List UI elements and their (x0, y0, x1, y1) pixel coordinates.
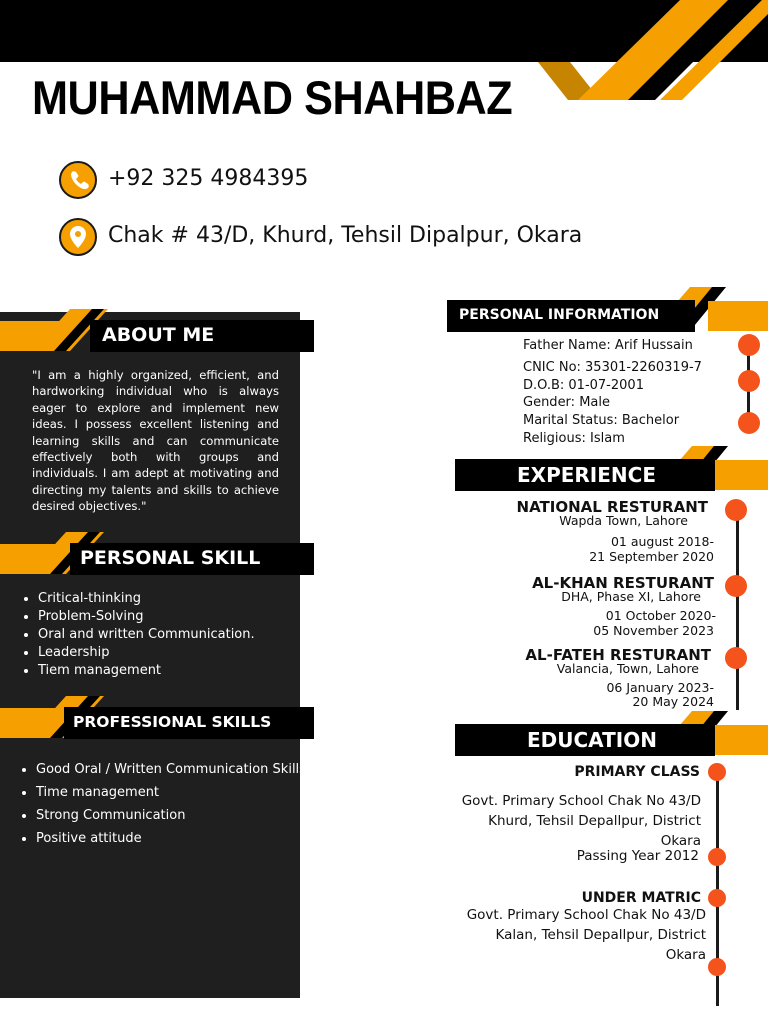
timeline-dot (708, 848, 726, 866)
timeline-dot (708, 889, 726, 907)
timeline-dot (725, 647, 747, 669)
personal-info-heading (447, 300, 695, 332)
experience-place: Wapda Town, Lahore (559, 513, 688, 528)
about-text: "I am a highly organized, efficient, and hardworking individual who is always eager to explore and implement new ideas. I possess excellent listening and learning skills and can communicate effectively both with groups and individuals. I am adept at motivating and directing my talents and skills to achieve desired objectives." (32, 368, 279, 514)
education-passing-year: Passing Year 2012 (576, 848, 699, 864)
list-item: • Time management (36, 781, 312, 804)
experience-place: Valancia, Town, Lahore (556, 661, 699, 676)
timeline-dot (725, 499, 747, 521)
timeline-dot (738, 334, 760, 356)
info-marital-status: Marital Status: Bachelor (523, 413, 680, 428)
experience-date-start: 01 august 2018- (610, 534, 714, 549)
experience-date-end: 20 May 2024 (632, 694, 714, 709)
personal-skill-heading (70, 543, 314, 575)
education-school-line: Okara (665, 947, 706, 963)
professional-skills-heading (64, 707, 314, 739)
experience-timeline-line (736, 512, 739, 710)
education-school-line: Kalan, Tehsil Depallpur, District (495, 927, 706, 943)
experience-date-end: 05 November 2023 (593, 623, 714, 638)
education-school-line: Okara (660, 833, 701, 849)
list-item: • Good Oral / Written Communication Skills (36, 758, 312, 781)
list-item: • Problem-Solving (38, 608, 308, 626)
info-father-name: Father Name: Arif Hussain (523, 338, 693, 353)
timeline-dot (708, 763, 726, 781)
top-decoration (530, 0, 768, 102)
phone-number[interactable]: +92 325 4984395 (108, 166, 309, 191)
timeline-dot (738, 370, 760, 392)
education-heading-text: EDUCATION (527, 728, 657, 752)
phone-icon (59, 161, 97, 199)
person-name: MUHAMMAD SHAHBAZ (32, 71, 513, 124)
experience-title: AL-FATEH RESTURANT (525, 646, 711, 664)
about-heading (90, 320, 314, 352)
education-heading (455, 724, 715, 756)
list-item: • Strong Communication (36, 804, 312, 827)
experience-heading-text: EXPERIENCE (517, 463, 656, 487)
experience-place: DHA, Phase XI, Lahore (561, 589, 701, 604)
professional-skills-list (16, 758, 312, 850)
info-dob: D.O.B: 01-07-2001 (523, 378, 644, 393)
experience-title: AL-KHAN RESTURANT (532, 574, 714, 592)
experience-date-start: 06 January 2023- (606, 680, 714, 695)
timeline-dot (708, 958, 726, 976)
experience-date-end: 21 September 2020 (589, 549, 714, 564)
list-item: • Positive attitude (36, 827, 312, 850)
list-item: • Tiem management (38, 662, 308, 680)
personal-skill-heading-text: PERSONAL SKILL (80, 547, 261, 569)
experience-title: NATIONAL RESTURANT (516, 498, 708, 516)
info-religion: Religious: Islam (523, 431, 625, 446)
address: Chak # 43/D, Khurd, Tehsil Dipalpur, Okara (108, 223, 583, 248)
timeline-dot (725, 575, 747, 597)
personal-skill-list (18, 590, 308, 680)
list-item: • Leadership (38, 644, 308, 662)
education-school-line: Khurd, Tehsil Depallpur, District (488, 813, 701, 829)
education-title: UNDER MATRIC (581, 890, 701, 906)
education-school-line: Govt. Primary School Chak No 43/D (466, 907, 706, 923)
professional-skills-heading-text: PROFESSIONAL SKILLS (73, 713, 272, 731)
experience-heading (455, 459, 715, 491)
info-cnic: CNIC No: 35301-2260319-7 (523, 360, 702, 375)
location-pin-icon (59, 218, 97, 256)
timeline-dot (738, 412, 760, 434)
personal-info-heading-text: PERSONAL INFORMATION (459, 307, 660, 323)
education-school-line: Govt. Primary School Chak No 43/D (461, 793, 701, 809)
list-item: • Oral and written Communication. (38, 626, 308, 644)
list-item: • Critical-thinking (38, 590, 308, 608)
experience-date-start: 01 October 2020- (605, 608, 716, 623)
info-gender: Gender: Male (523, 395, 610, 410)
about-heading-text: ABOUT ME (102, 324, 215, 346)
education-title: PRIMARY CLASS (574, 764, 700, 780)
